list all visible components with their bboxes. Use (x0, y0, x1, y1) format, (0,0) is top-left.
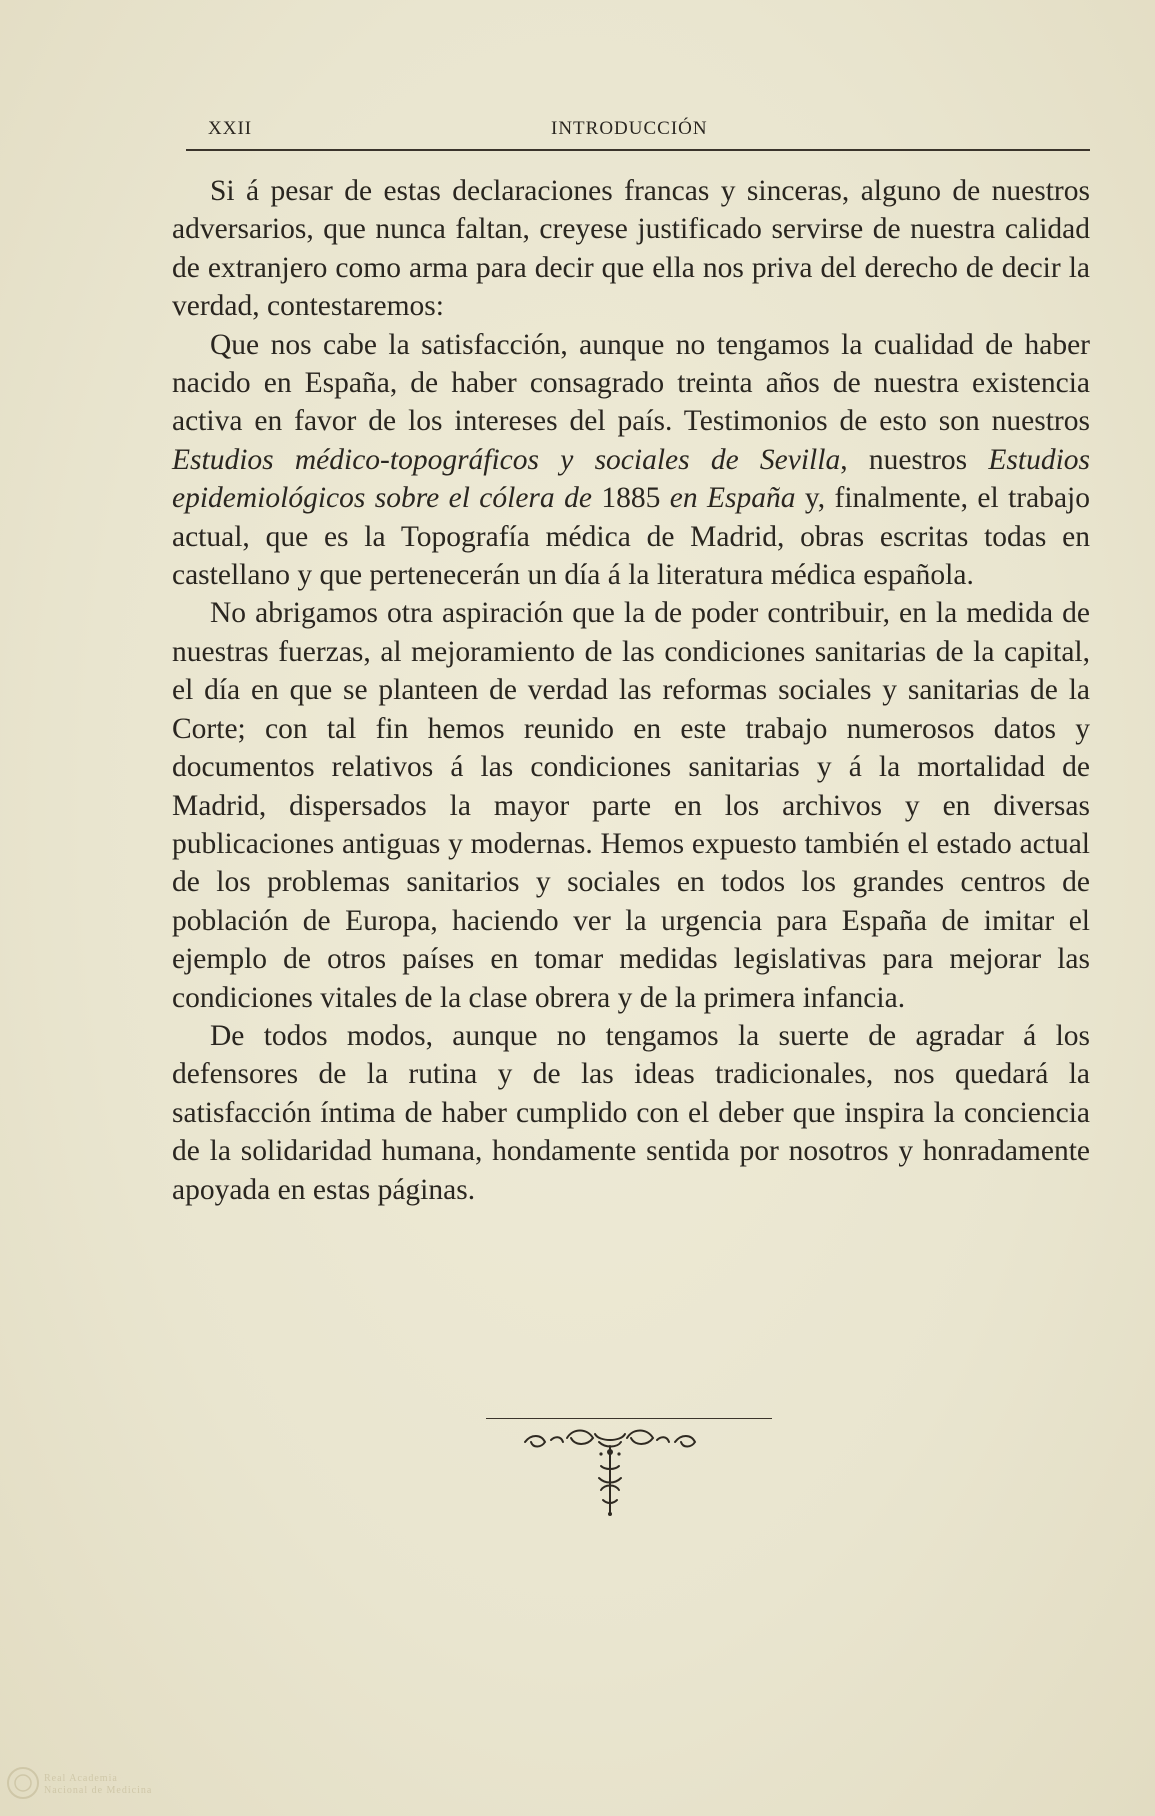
watermark-line-2: Nacional de Medicina (44, 1785, 153, 1796)
library-seal-icon (6, 1766, 40, 1800)
running-head-title: INTRODUCCIÓN (551, 118, 708, 139)
book-title-sevilla: Estudios médico-topográficos y sociales de Sevilla (172, 443, 841, 476)
paragraph-1: Si á pesar de estas declaraciones francas y sinceras, alguno de nuestros adversarios, que nunca faltan, creyese justificado servirse de nuestra calidad de extranjero como arma para decir que ella nos priva del derecho de decir la verdad, contestaremos: (172, 175, 1090, 323)
running-head (186, 118, 1090, 146)
paragraph-2-text-a: Que nos cabe la satisfacción, aunque no tengamos la cualidad de haber nacido en España, de haber consagrado treinta años de nuestra existencia activa en favor de los intereses del país. Testimonios de esto son nuestros (172, 328, 1090, 438)
paragraph-2-text-b: , nuestros (840, 443, 989, 476)
header-rule (186, 149, 1090, 151)
paragraph-2-text-c: y, finalmente, el trabajo actual, que es la Topografía médica de Madrid, obras escritas todas en castellano y que pertenecerán un día á la literatura médica española. (172, 482, 1091, 592)
paragraph-2 (172, 326, 1090, 595)
page-number: XXII (208, 118, 253, 139)
paragraph-3: No abrigamos otra aspiración que la de poder contribuir, en la medida de nuestras fuerzas, al mejoramiento de las condiciones sanitarias de la capital, el día en que se planteen de verdad las reformas sociales y sanitarias de la Corte; con tal fin hemos reunido en este trabajo numerosos datos y documentos relativos á las condiciones sanitarias y á la mortalidad de Madrid, dispersados la mayor parte en los archivos y en diversas publicaciones antiguas y modernas. Hemos expuesto también el estado actual de los problemas sanitarios y sociales en todos los grandes centros de población de Europa, haciendo ver la urgencia para España de imitar el ejemplo de otros países en tomar medidas legislativas para mejorar las condiciones vitales de la clase obrera y de la primera infancia. (172, 597, 1090, 1014)
library-watermark (44, 1773, 224, 1797)
book-title-espana: en España (669, 482, 796, 515)
body-text (172, 172, 1090, 1209)
tailpiece-ornament-icon (515, 1422, 705, 1518)
end-rule (486, 1418, 772, 1419)
paragraph-4: De todos modos, aunque no tengamos la suerte de agradar á los defensores de la rutina y de las ideas tradicionales, nos quedará la satisfacción íntima de haber cumplido con el deber que inspira la conciencia de la solidaridad humana, hondamente sentida por nosotros y honradamente apoyada en estas páginas. (172, 1019, 1090, 1206)
watermark-line-1: Real Academia (44, 1773, 118, 1784)
paragraph-2-year: 1885 (591, 482, 670, 515)
book-title-colera: Estudios epidemiológicos sobre el cólera de (172, 443, 1090, 515)
